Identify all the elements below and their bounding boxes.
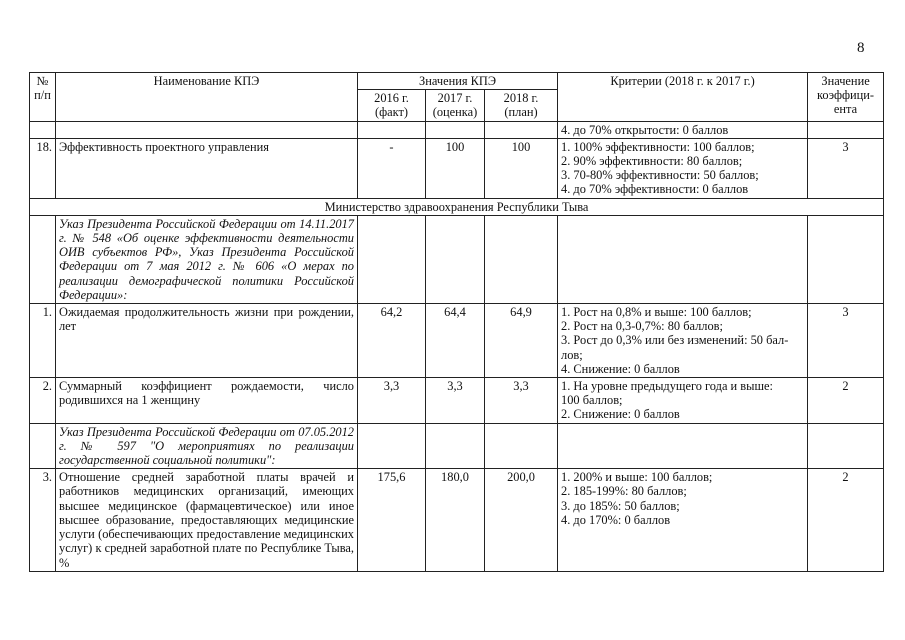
coef-value: 2 (808, 469, 884, 571)
criteria-cell (558, 469, 808, 571)
criteria-cell (558, 378, 808, 424)
criteria-line: 2. Снижение: 0 баллов (561, 407, 680, 422)
criteria-line: 4. до 70% открытости: 0 баллов (561, 122, 729, 137)
decree-text: Указ Президента Российской Федерации от 07.05.2012 г. № 597 "О мероприятиях по реализации государственной социальной политики": (56, 423, 358, 469)
criteria-line: 4. до 70% эффективности: 0 баллов (561, 182, 749, 197)
kpe-name: Ожидаемая продолжительность жизни при рождении, лет (56, 304, 358, 378)
decree-row (30, 423, 884, 469)
header-name: Наименование КПЭ (56, 73, 358, 122)
table-row (30, 378, 884, 424)
ministry-heading: Министерство здравоохранения Республики Тыва (30, 198, 884, 215)
value-2018: 100 (485, 138, 558, 198)
value-2016: 175,6 (358, 469, 426, 571)
value-2016: 64,2 (358, 304, 426, 378)
criteria-line: 3. Рост до 0,3% или без изменений: 50 бал- (561, 333, 789, 348)
value-2016: - (358, 138, 426, 198)
value-2018: 200,0 (485, 469, 558, 571)
criteria-line: 3. 70-80% эффективности: 50 баллов; (561, 168, 759, 183)
header-values: Значения КПЭ (358, 73, 558, 90)
header-2018: 2018 г. (план) (485, 90, 558, 121)
value-2018: 64,9 (485, 304, 558, 378)
row-num: 1. (30, 304, 56, 378)
criteria-line: 1. 200% и выше: 100 баллов; (561, 470, 713, 485)
row-num: 3. (30, 469, 56, 571)
criteria-line: 2. Рост на 0,3-0,7%: 80 баллов; (561, 319, 723, 334)
criteria-line: 4. до 170%: 0 баллов (561, 512, 671, 527)
table-row-continuation (30, 121, 884, 138)
criteria-line: 1. На уровне предыдущего года и выше: (561, 379, 773, 394)
criteria-line: 2. 90% эффективности: 80 баллов; (561, 154, 743, 169)
criteria-line: 1. 100% эффективности: 100 баллов; (561, 139, 755, 154)
coef-value: 3 (808, 138, 884, 198)
decree-row (30, 215, 884, 303)
kpe-name: Суммарный коэффициент рождаемости, число родившихся на 1 женщину (56, 378, 358, 424)
coef-value: 2 (808, 378, 884, 424)
criteria-line: 4. Снижение: 0 баллов (561, 361, 680, 376)
value-2017: 180,0 (426, 469, 485, 571)
kpe-table (29, 72, 884, 572)
header-criteria: Критерии (2018 г. к 2017 г.) (558, 73, 808, 122)
kpe-name: Отношение средней заработной платы врачей и работников медицинских организаций, имеющих высшее медицинское (фармацевтическое) или иное высшее образование, предоставляющих медицинские услуги (обеспечивающих предоставление медицинских услуг) к средней заработной плате по Республике Тыва, % (56, 469, 358, 571)
value-2017: 3,3 (426, 378, 485, 424)
header-num: № п/п (30, 73, 56, 122)
criteria-cell (558, 138, 808, 198)
criteria-line: 100 баллов; (561, 393, 623, 408)
criteria-cell (558, 121, 808, 138)
header-coef: Значение коэффици-ента (808, 73, 884, 122)
table-row (30, 138, 884, 198)
value-2018: 3,3 (485, 378, 558, 424)
value-2017: 100 (426, 138, 485, 198)
decree-text: Указ Президента Российской Федерации от 14.11.2017 г. № 548 «Об оценке эффективности деятельности ОИВ субъектов РФ», Указ Президента Российской Федерации от 7 мая 2012 г. № 606 «О мерах по реализации демографической политики Российской Федерации»: (56, 215, 358, 303)
criteria-line: 3. до 185%: 50 баллов; (561, 498, 680, 513)
header-2016: 2016 г. (факт) (358, 90, 426, 121)
value-2016: 3,3 (358, 378, 426, 424)
criteria-cell (558, 304, 808, 378)
criteria-line: лов; (561, 347, 583, 362)
table-row (30, 304, 884, 378)
table-row (30, 469, 884, 571)
section-row (30, 198, 884, 215)
kpe-name: Эффективность проектного управления (56, 138, 358, 198)
header-row (30, 73, 884, 90)
row-num: 18. (30, 138, 56, 198)
page-number: 8 (857, 40, 865, 56)
criteria-line: 1. Рост на 0,8% и выше: 100 баллов; (561, 305, 752, 320)
header-2017: 2017 г. (оценка) (426, 90, 485, 121)
value-2017: 64,4 (426, 304, 485, 378)
coef-value: 3 (808, 304, 884, 378)
row-num: 2. (30, 378, 56, 424)
criteria-line: 2. 185-199%: 80 баллов; (561, 484, 687, 499)
